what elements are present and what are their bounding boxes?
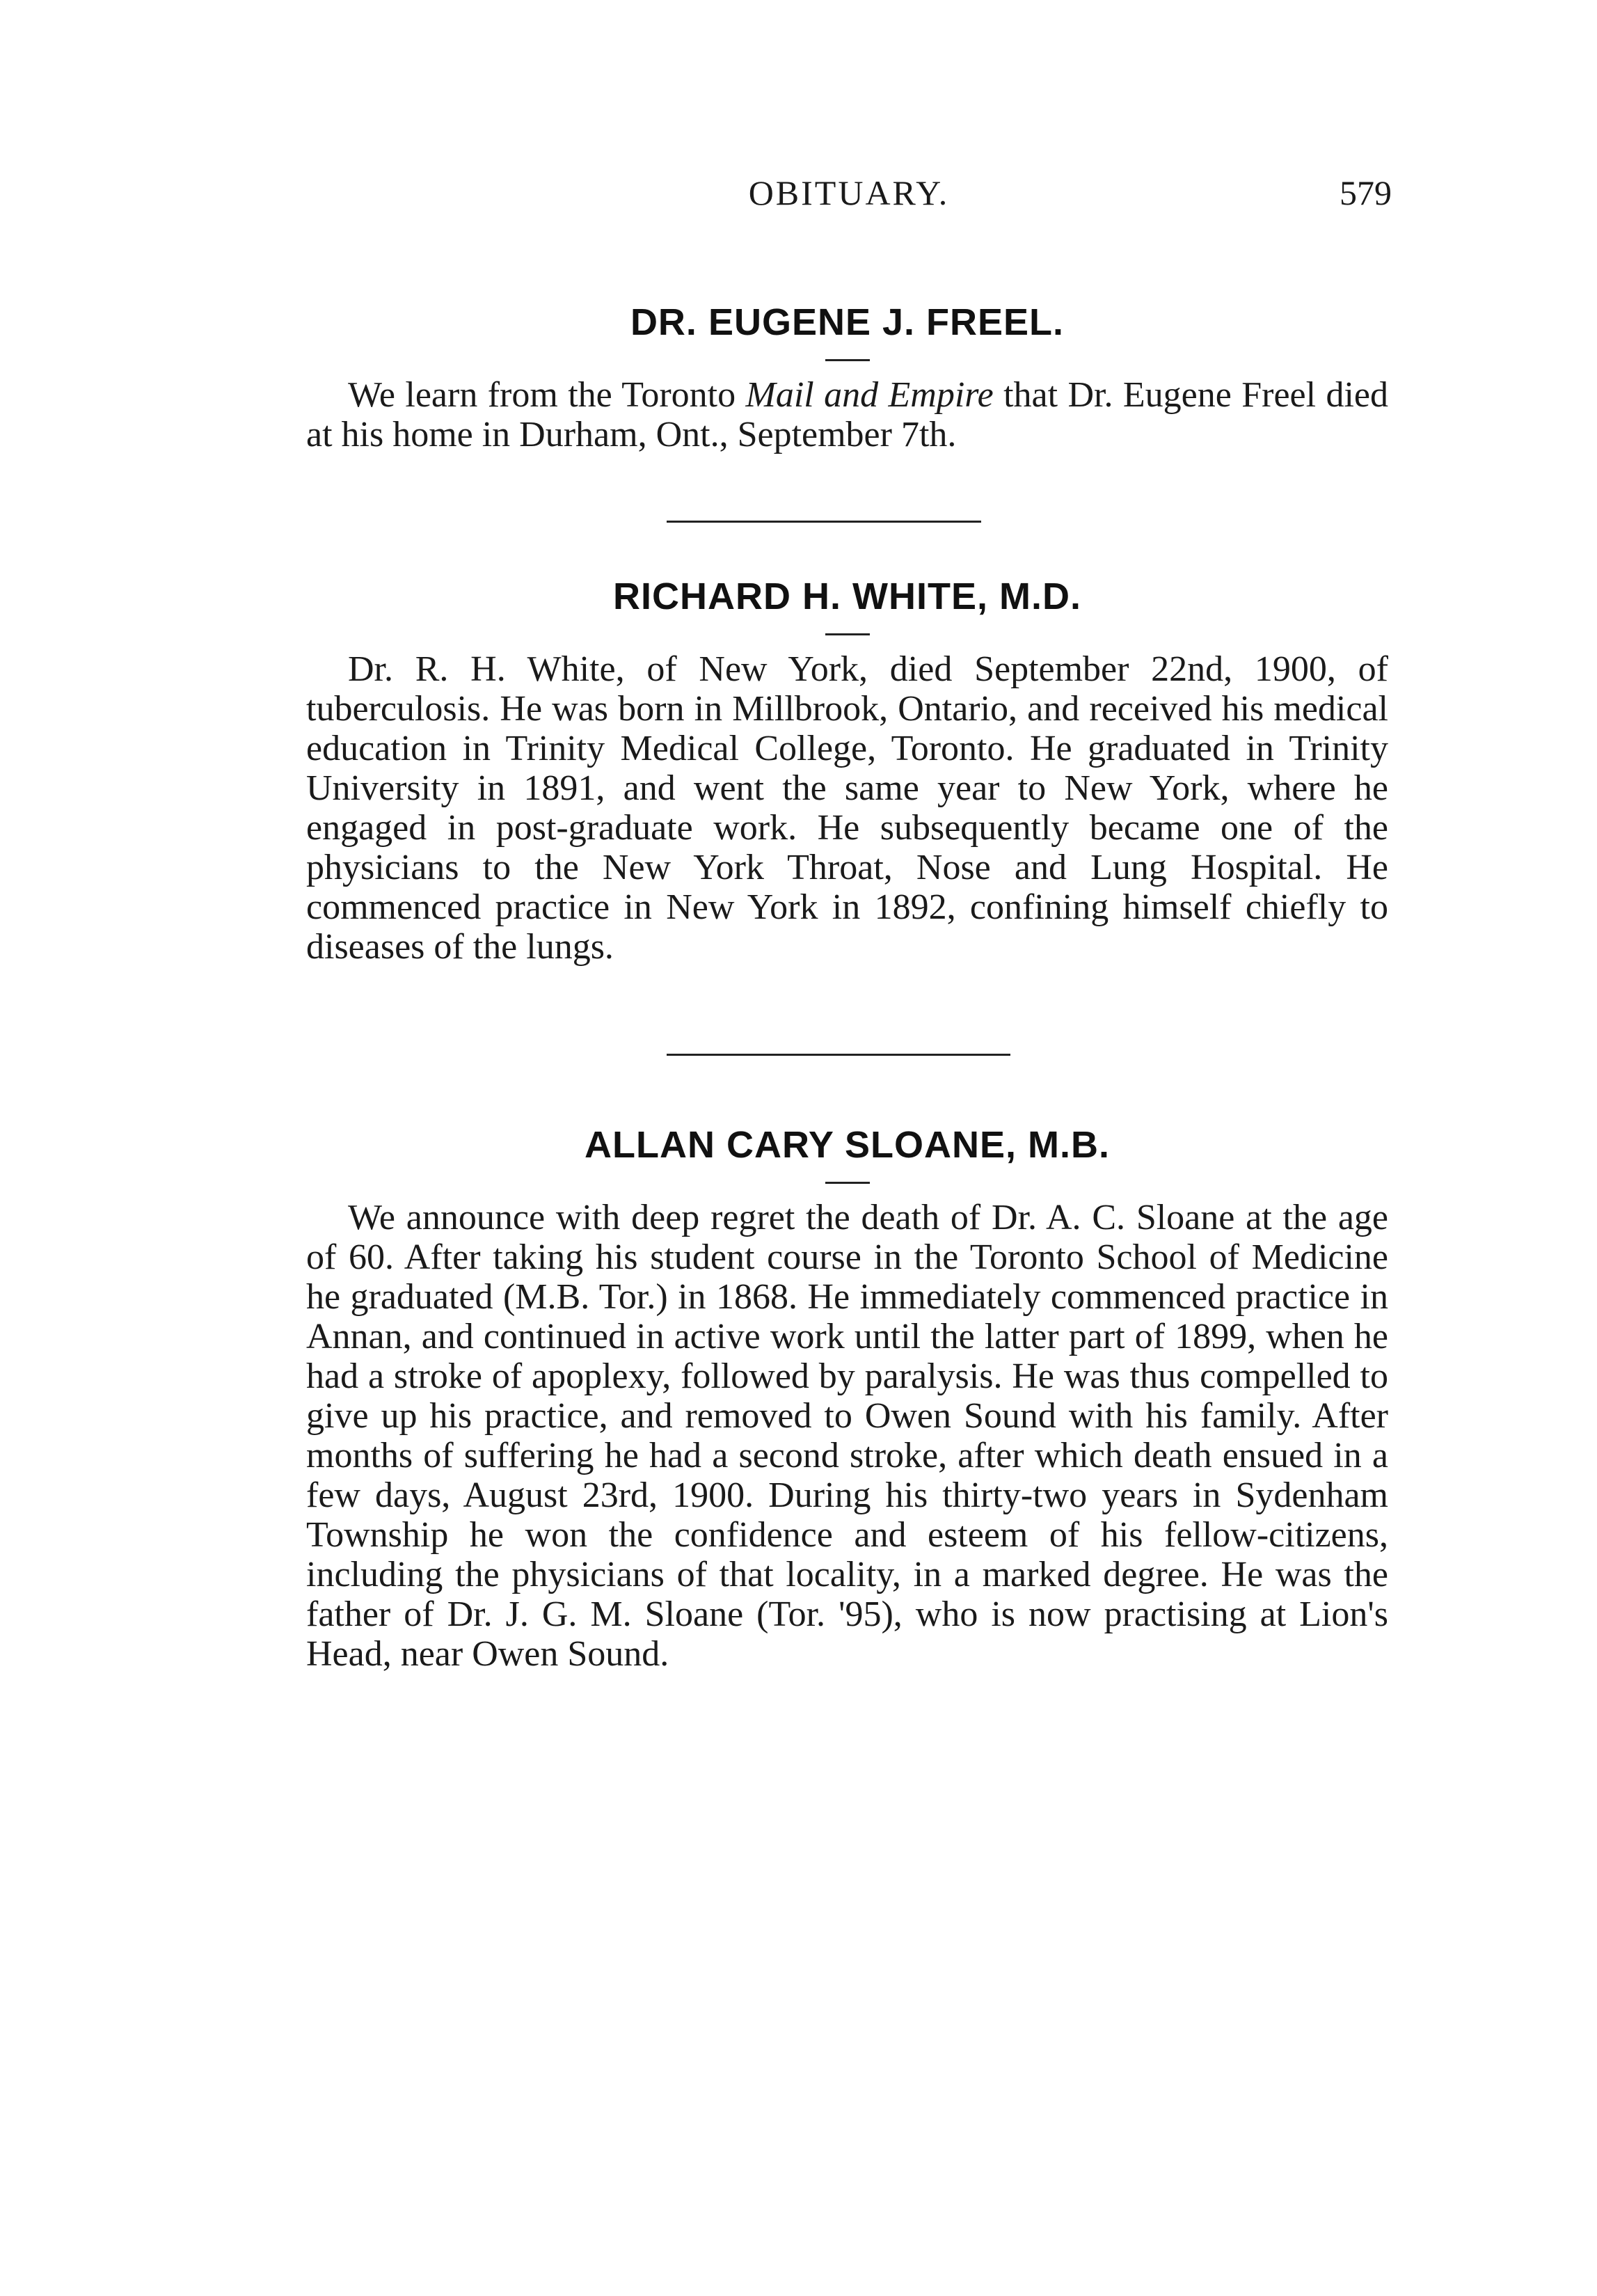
obituary-heading: RICHARD H. WHITE, M.D. [613, 576, 1081, 617]
running-title: OBITUARY. [748, 173, 950, 212]
section-divider [667, 1054, 1010, 1056]
text-after: that Dr. Eugene Freel died at his home in Durham, Ont., September 7th. [306, 375, 1388, 454]
page-number: 579 [1340, 173, 1392, 212]
obituary-text: We announce with deep regret the death of Dr. A. C. Sloane at the age of 60. After taking his student course in the Toronto School of Medicine he graduated (M.B. Tor.) in 1868. He immediately commenced practice in Annan, and continued in active work until the latter part of 1899, when he had a stroke of apoplexy, followed by paralysis. He was thus compelled to give up his practice, and removed to Owen Sound with his family. After months of suffering he had a second stroke, after which death ensued in a few days, August 23rd, 1900. During his thirty-two years in Sydenham Township he won the confidence and esteem of his fellow-citizens, including the physicians of that locality, in a marked degree. He was the father of Dr. J. G. M. Sloane (Tor. '95), who is now practising at Lion's Head, near Owen Sound. [306, 1198, 1388, 1674]
section-divider [667, 521, 981, 523]
text-before: We learn from the Toronto [348, 375, 746, 415]
obituary-freel [306, 301, 1388, 454]
running-head [306, 173, 1392, 221]
obituary-heading: DR. EUGENE J. FREEL. [630, 301, 1065, 343]
obituary-text: Dr. R. H. White, of New York, died September 22nd, 1900, of tuberculosis. He was born in Millbrook, Ontario, and received his medical education in Trinity Medical College, Toronto. He graduated in Trinity University in 1891, and went the same year to New York, where he engaged in post-graduate work. He subsequently became one of the physicians to the New York Throat, Nose and Lung Hospital. He commenced practice in New York in 1892, confining himself chiefly to diseases of the lungs. [306, 649, 1388, 967]
short-rule [825, 1182, 870, 1184]
obituary-heading: ALLAN CARY SLOANE, M.B. [584, 1124, 1110, 1166]
obituary-sloane [306, 1123, 1388, 1674]
newspaper-name: Mail and Empire [745, 375, 994, 415]
short-rule [825, 633, 870, 635]
obituary-text [306, 375, 1388, 454]
obituary-white [306, 575, 1388, 967]
short-rule [825, 359, 870, 361]
